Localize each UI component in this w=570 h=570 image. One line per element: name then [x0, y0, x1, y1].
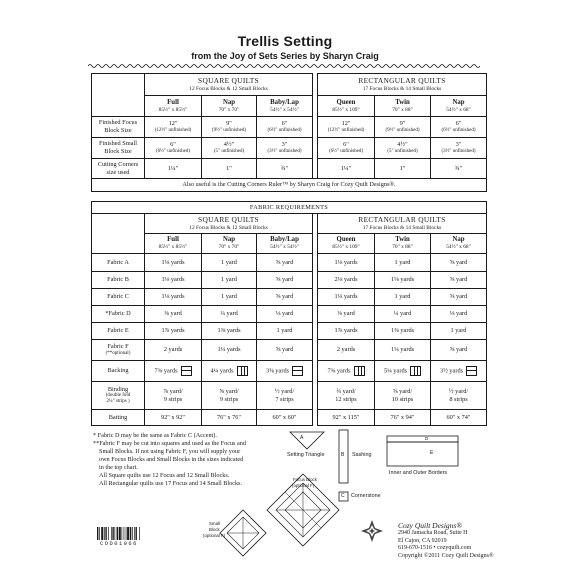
focus-block-optional: (optional F)	[292, 483, 315, 488]
backing-yardage: 3½ yards	[439, 367, 464, 375]
size-value: 12"	[168, 120, 178, 128]
sashing-label: Sashing	[352, 452, 372, 458]
binding-yardage: ⅝ yard/	[219, 387, 239, 395]
fabric-requirements-title: FABRIC REQUIREMENTS	[92, 202, 487, 214]
barcode-bar	[101, 527, 103, 540]
size-unfinished: (6½" unfinished)	[156, 148, 190, 154]
column-size: 70" x 70"	[218, 106, 240, 113]
row-label-line: Finished Small	[99, 140, 137, 148]
yardage-cell: 1 yard	[202, 272, 257, 289]
yardage-cell: 1⅛ yards	[145, 272, 202, 289]
row-label-line: Block Size	[104, 127, 132, 134]
column-name: Nap	[222, 98, 236, 106]
barcode-bar	[139, 527, 140, 540]
barcode-bar	[124, 527, 125, 540]
barcode-bar	[108, 527, 109, 540]
binding-strips: 10 strips	[391, 395, 414, 403]
size-value: 9"	[226, 120, 232, 128]
column-size: 54½" x 54½"	[270, 244, 299, 251]
binding-strips: 9 strips	[219, 395, 239, 403]
binding-yardage: ½ yard/	[274, 387, 295, 395]
yardage-cell: 1⅛ yards	[145, 254, 202, 272]
size-value: 1"	[399, 164, 406, 172]
yardage-cell: ⅝ yard	[431, 340, 487, 361]
column-name: Baby/Lap	[270, 98, 299, 106]
size-value: 9"	[399, 120, 406, 128]
company-phone: 619-670-1516 • cozyquilt.com	[398, 545, 472, 552]
batting-cell: 92" x 115"	[318, 410, 375, 426]
yardage-cell: 1 yard	[202, 289, 257, 306]
borders-label: Inner and Outer Borders	[389, 470, 448, 476]
column-size: 85½" x 109"	[332, 244, 360, 251]
yardage-cell: 2 yards	[318, 340, 375, 361]
fabric-name: Fabric C	[107, 293, 129, 301]
binding-strips: 8 strips	[449, 395, 468, 403]
size-unfinished: (6½" unfinished)	[267, 127, 302, 133]
yardage-cell: 1 yard	[375, 254, 431, 272]
size-value: 12"	[341, 120, 351, 128]
sashing-letter: B	[341, 452, 345, 458]
barcode-bar	[105, 527, 106, 540]
batting-cell: 60" x 74"	[431, 410, 487, 426]
size-value: ¾"	[454, 164, 463, 172]
yardage-cell: 1⅞ yards	[145, 323, 202, 340]
barcode-bar	[126, 527, 127, 540]
fabric-name: *Fabric D	[105, 310, 131, 318]
square-quilts-header: SQUARE QUILTS 12 Focus Blocks & 12 Small Blocks	[145, 74, 313, 96]
backing-yardage: 3⅝ yards	[265, 367, 290, 375]
column-name: Queen	[336, 98, 356, 106]
yardage-cell: ⅝ yard	[257, 254, 313, 272]
border-e-letter: E	[430, 450, 434, 456]
column-name: Nap	[452, 98, 465, 106]
small-block-label: Small	[209, 521, 220, 526]
yardage-cell: ⅝ yard	[257, 272, 313, 289]
setting-triangle-shape	[290, 432, 324, 449]
yardage-cell: ⅛ yard	[257, 306, 313, 323]
column-name: Nap	[222, 236, 236, 244]
yardage-cell: ⅝ yard	[431, 289, 487, 306]
column-size: 70" x 70"	[218, 244, 240, 251]
size-unfinished: (5" unfinished)	[387, 148, 418, 154]
barcode-bar	[134, 527, 135, 540]
column-size: 54½" x 54½"	[270, 106, 299, 113]
column-size: 85½" x 85½"	[158, 106, 188, 113]
setting-triangle-label: Setting Triangle	[287, 452, 325, 458]
small-block-optional: (optional F)	[203, 533, 226, 538]
inner-border-shape	[387, 436, 458, 442]
size-value: 3"	[455, 141, 462, 149]
column-size: 54½" x 68"	[446, 244, 471, 251]
rect-quilts-header: RECTANGULAR QUILTS 17 Focus Blocks & 14 Small Blocks	[318, 74, 487, 96]
yardage-cell: 1 yard	[257, 323, 313, 340]
barcode-bar	[127, 527, 129, 540]
company-copyright: Copyright ©2011 Cozy Quilt Designs®	[398, 552, 494, 559]
binding-yardage: ¾ yard/	[336, 387, 356, 395]
column-size: 85½" x 109"	[332, 106, 360, 113]
fabric-name: Fabric A	[107, 258, 129, 266]
footnote-line: * Fabric D may be the same as Fabric C (Accent).	[93, 432, 217, 439]
fabric-note: (**optional)	[105, 350, 131, 356]
size-unfinished: (6½" unfinished)	[329, 148, 363, 154]
size-unfinished: (6½" unfinished)	[441, 127, 476, 133]
column-name: Full	[167, 98, 179, 106]
backing-yardage: 4¼ yards	[210, 367, 234, 375]
yardage-cell: 2 yards	[145, 340, 202, 361]
size-value: ¾"	[280, 164, 289, 172]
batting-cell: 76" x 94"	[375, 410, 431, 426]
yardage-cell: ⅝ yard	[431, 254, 487, 272]
company-logo-star	[361, 520, 383, 542]
batting-cell: 60" x 60"	[257, 410, 313, 426]
size-value: 1¼"	[340, 164, 352, 172]
barcode-bar	[117, 527, 118, 540]
binding-yardage: ⅞ yard/	[163, 387, 183, 395]
barcode-bar	[112, 527, 113, 540]
ruler-note: Also useful is the Cutting Corners Ruler™ by Sharyn Craig for Cozy Quilt Designs®.	[92, 179, 487, 192]
yardage-cell: ⅜ yard	[145, 306, 202, 323]
yardage-cell: 1⅛ yards	[145, 289, 202, 306]
column-name: Full	[167, 236, 179, 244]
yardage-cell: ⅜ yard	[318, 306, 375, 323]
batting-cell: 76" x 76"	[202, 410, 257, 426]
size-value: 3"	[281, 141, 288, 149]
backing-yardage: 7⅜ yards	[154, 367, 178, 375]
barcode-bar	[111, 527, 112, 540]
size-value: 4½"	[223, 141, 235, 149]
yardage-cell: ⅝ yard	[257, 340, 313, 361]
yardage-cell: 1 yard	[375, 289, 431, 306]
small-block-shape	[220, 510, 266, 556]
backing-yardage: 7⅜ yards	[327, 367, 351, 375]
size-value: 1"	[226, 164, 232, 172]
fabric-name: Fabric E	[107, 327, 129, 335]
column-size: 70" x 88"	[392, 244, 413, 251]
barcode-bar	[122, 527, 123, 540]
yardage-cell: 1⅛ yards	[318, 289, 375, 306]
batting-label: Batting	[92, 410, 145, 426]
barcode-bar	[104, 527, 105, 540]
footnote-line: All Rectangular quilts use 17 Focus and 14 Small Blocks.	[99, 479, 242, 487]
barcode-bar	[119, 527, 121, 540]
square-quilts-header: SQUARE QUILTS 12 Focus Blocks & 12 Small Blocks	[145, 214, 313, 234]
outer-border-shape	[387, 442, 458, 466]
yardage-cell: 1¼ yards	[375, 340, 431, 361]
binding-strips: 9 strips	[163, 395, 183, 403]
size-value: 6"	[343, 141, 349, 149]
binding-strips: 12 strips	[335, 395, 357, 403]
size-value: 4½"	[397, 141, 408, 149]
column-name: Queen	[336, 236, 356, 244]
size-value: 6"	[281, 120, 288, 128]
fabric-name: Fabric B	[107, 276, 129, 284]
yardage-cell: ⅛ yard	[431, 306, 487, 323]
barcode-bar	[97, 527, 98, 540]
company-name: Cozy Quilt Designs®	[398, 521, 463, 530]
yardage-cell: ⅝ yard	[257, 289, 313, 306]
yardage-cell: 1⅜ yards	[202, 323, 257, 340]
column-size: 70" x 88"	[392, 106, 413, 113]
triangle-letter: A	[300, 435, 304, 441]
size-unfinished: (3½" unfinished)	[267, 148, 302, 154]
footnote-line: All Square quilts use 12 Focus and 12 Small Blocks.	[99, 471, 230, 479]
binding-title: Binding	[107, 385, 129, 393]
barcode-bar	[132, 527, 133, 540]
footnote-line: in the top chart.	[99, 463, 138, 471]
border-d-letter: D	[425, 436, 429, 441]
footnote-line: **Fabric F may be cut into squares and used as the Focus and	[93, 439, 246, 447]
row-label-line: Cutting Corners	[97, 160, 139, 168]
binding-strips: 7 strips	[275, 395, 294, 403]
barcode-bar	[136, 527, 137, 540]
page-title: Trellis Setting	[237, 33, 333, 49]
column-name: Twin	[395, 98, 410, 106]
backing-label: Backing	[92, 361, 145, 382]
row-label-line: Block Size	[104, 148, 132, 155]
size-value: 6"	[455, 120, 462, 128]
size-unfinished: (12½" unfinished)	[154, 127, 192, 133]
footnote-line: own Focus Blocks and Small Blocks in the sizes indicated	[99, 455, 244, 463]
size-unfinished: (3½" unfinished)	[441, 148, 476, 154]
yardage-cell: 1⅛ yards	[318, 254, 375, 272]
company-address-1: 2940 Jamacha Road, Suite H	[398, 530, 468, 537]
size-value: 1¼"	[167, 164, 179, 172]
row-label-line: Finished Focus	[98, 119, 138, 127]
small-block-label-2: Block	[209, 527, 220, 532]
size-unfinished: (9½" unfinished)	[385, 127, 420, 133]
rect-quilts-header: RECTANGULAR QUILTS 17 Focus Blocks & 14 Small Blocks	[318, 214, 487, 234]
fabric-name: Fabric F	[107, 343, 129, 351]
size-value: 6"	[170, 141, 176, 149]
cornerstone-letter: C	[341, 493, 345, 499]
yardage-cell: ⅝ yard	[431, 272, 487, 289]
size-unfinished: (5" unfinished)	[213, 148, 245, 154]
cornerstone-label: Cornerstone	[351, 493, 381, 499]
yardage-cell: ¼ yard	[375, 306, 431, 323]
column-name: Baby/Lap	[270, 236, 299, 244]
barcode-bar	[99, 527, 100, 540]
yardage-cell: 1⅞ yards	[318, 323, 375, 340]
footnote-line: Small Blocks. If not using Fabric F, you will supply your	[99, 447, 241, 455]
size-unfinished: (9½" unfinished)	[212, 127, 246, 133]
company-address-2: El Cajon, CA 92019	[398, 537, 447, 544]
yardage-cell: ¼ yard	[202, 306, 257, 323]
yardage-cell: 1⅛ yards	[375, 272, 431, 289]
column-size: 85½" x 85½"	[158, 244, 188, 251]
yardage-cell: 1 yard	[431, 323, 487, 340]
size-unfinished: (12½" unfinished)	[327, 127, 365, 133]
binding-note: 2¼" strips )	[106, 399, 130, 405]
barcode-bar	[115, 527, 116, 540]
column-name: Twin	[395, 236, 410, 244]
binding-yardage: ½ yard/	[448, 387, 469, 395]
page-subtitle: from the Joy of Sets Series by Sharyn Craig	[191, 51, 379, 61]
company-info	[398, 521, 494, 560]
yardage-cell: 1 yard	[202, 254, 257, 272]
barcode-number: COD01066	[100, 541, 138, 547]
backing-yardage: 5¼ yards	[383, 367, 408, 375]
yardage-cell: 1¼ yards	[202, 340, 257, 361]
batting-cell: 92" x 92"	[145, 410, 202, 426]
binding-yardage: ⅝ yard/	[392, 387, 413, 395]
yardage-cell: 1⅜ yards	[375, 323, 431, 340]
barcode	[97, 527, 157, 541]
barcode-bar	[130, 527, 131, 540]
focus-block-label: Focus Block	[293, 477, 317, 482]
yardage-cell: 2⅛ yards	[318, 272, 375, 289]
column-size: 54½" x 68"	[446, 106, 471, 113]
row-label-line: size used	[106, 168, 130, 176]
column-name: Nap	[452, 236, 465, 244]
binding-note: (double fold	[105, 393, 131, 399]
